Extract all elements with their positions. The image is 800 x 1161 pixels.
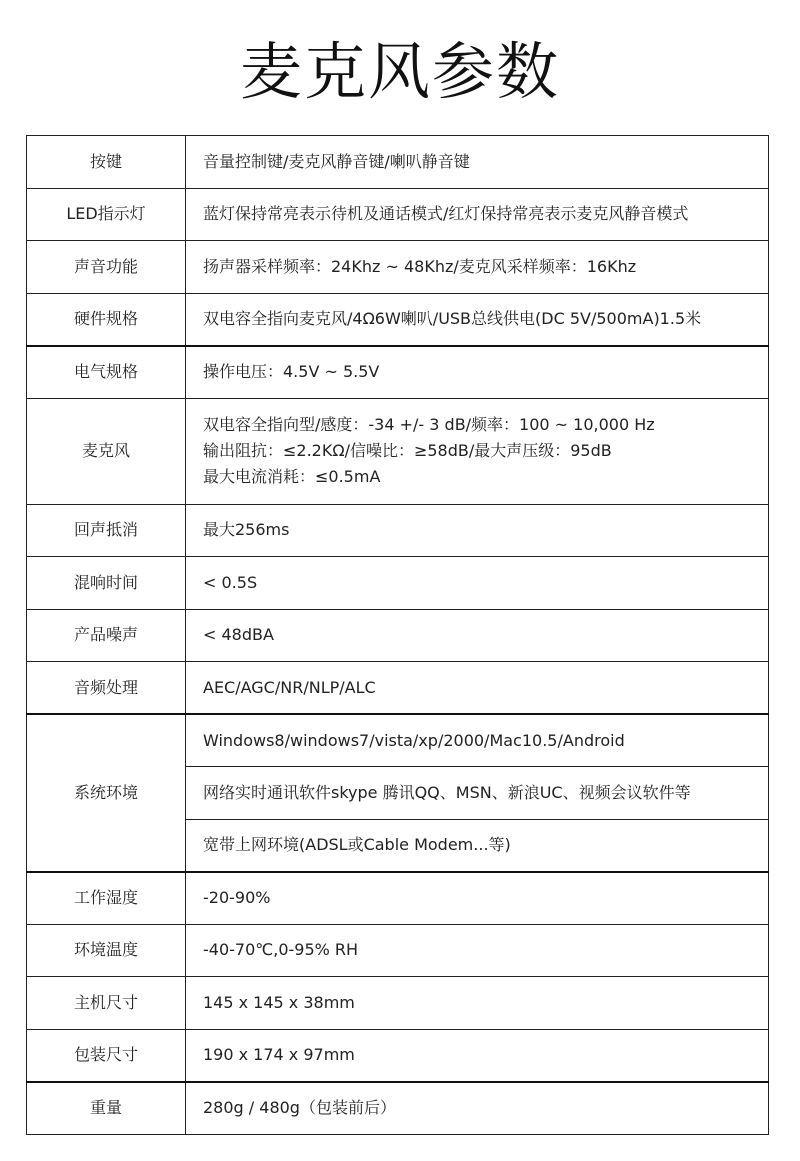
row-value-sound: 扬声器采样频率：24Khz ~ 48Khz/麦克风采样频率：16Khz [186, 241, 769, 294]
row-label-electrical: 电气规格 [27, 346, 186, 399]
table-row [27, 293, 769, 346]
table-row [27, 662, 769, 715]
table-row [27, 136, 769, 189]
table-row [27, 398, 769, 504]
row-value-unit-size: 145 x 145 x 38mm [186, 977, 769, 1030]
row-value-reverb: < 0.5S [186, 557, 769, 610]
row-value-weight: 280g / 480g（包装前后） [186, 1082, 769, 1135]
microphone-spec-line: 输出阻抗：≤2.2KΩ/信噪比：≥58dB/最大声压级：95dB [203, 441, 612, 460]
row-value-microphone [186, 398, 769, 504]
table-row [27, 714, 769, 767]
row-value-hardware: 双电容全指向麦克风/4Ω6W喇叭/USB总线供电(DC 5V/500mA)1.5米 [186, 293, 769, 346]
row-value-audio-processing: AEC/AGC/NR/NLP/ALC [186, 662, 769, 715]
row-value-led: 蓝灯保持常亮表示待机及通话模式/红灯保持常亮表示麦克风静音模式 [186, 188, 769, 241]
row-value-humidity: -20-90% [186, 872, 769, 925]
row-label-unit-size: 主机尺寸 [27, 977, 186, 1030]
row-value-electrical: 操作电压：4.5V ~ 5.5V [186, 346, 769, 399]
row-label-system: 系统环境 [27, 714, 186, 872]
table-row [27, 1029, 769, 1082]
row-value-package-size: 190 x 174 x 97mm [186, 1029, 769, 1082]
table-row [27, 557, 769, 610]
table-row [27, 977, 769, 1030]
table-row [27, 346, 769, 399]
row-label-weight: 重量 [27, 1082, 186, 1135]
row-label-noise: 产品噪声 [27, 609, 186, 662]
row-value-system-os: Windows8/windows7/vista/xp/2000/Mac10.5/Android [186, 714, 769, 767]
table-row [27, 188, 769, 241]
microphone-spec-line: 最大电流消耗：≤0.5mA [203, 467, 381, 486]
row-value-temperature: -40-70℃,0-95% RH [186, 924, 769, 977]
row-label-hardware: 硬件规格 [27, 293, 186, 346]
microphone-spec-line: 双电容全指向型/感度：-34 +/- 3 dB/频率：100 ~ 10,000 Hz [203, 415, 655, 434]
table-row [27, 504, 769, 557]
table-row [27, 1082, 769, 1135]
row-label-sound: 声音功能 [27, 241, 186, 294]
row-value-system-software: 网络实时通讯软件skype 腾讯QQ、MSN、新浪UC、视频会议软件等 [186, 767, 769, 820]
table-row [27, 241, 769, 294]
row-label-buttons: 按键 [27, 136, 186, 189]
spec-table [26, 135, 769, 1135]
row-label-humidity: 工作湿度 [27, 872, 186, 925]
row-label-microphone: 麦克风 [27, 398, 186, 504]
table-row [27, 924, 769, 977]
row-label-temperature: 环境温度 [27, 924, 186, 977]
row-value-buttons: 音量控制键/麦克风静音键/喇叭静音键 [186, 136, 769, 189]
page-title: 麦克风参数 [239, 35, 560, 108]
row-label-led: LED指示灯 [27, 188, 186, 241]
row-label-reverb: 混响时间 [27, 557, 186, 610]
table-row [27, 872, 769, 925]
row-label-audio-processing: 音频处理 [27, 662, 186, 715]
table-row [27, 609, 769, 662]
row-label-echo: 回声抵消 [27, 504, 186, 557]
row-value-noise: < 48dBA [186, 609, 769, 662]
row-label-package-size: 包装尺寸 [27, 1029, 186, 1082]
row-value-system-network: 宽带上网环境(ADSL或Cable Modem...等) [186, 819, 769, 872]
row-value-echo: 最大256ms [186, 504, 769, 557]
